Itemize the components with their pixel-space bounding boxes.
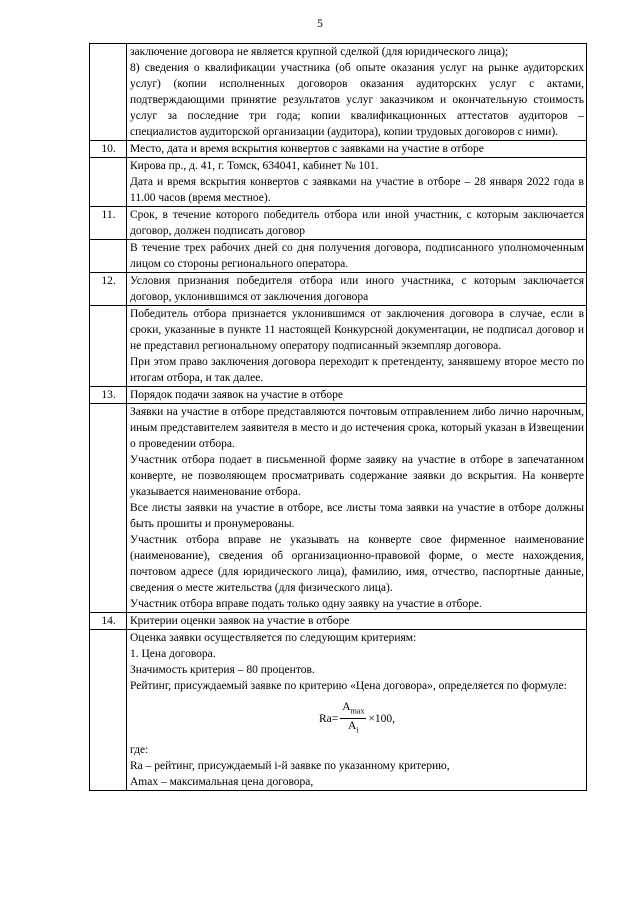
row-number-cell [90, 240, 127, 273]
paragraph: При этом право заключения договора переходит к претенденту, занявшему второе место по итогам отбора, и так далее. [130, 356, 584, 384]
paragraph: Участник отбора вправе подать только одну заявку на участие в отборе. [130, 598, 482, 610]
paragraph: Победитель отбора признается уклонившимся от заключения договора в случае, если в сроки, указанные в пункте 11 настоящей Конкурсной документации, не подписал договор и не представил региональному оператору подписанный экземпляр договора. [130, 308, 584, 352]
paragraph: Участник отбора подает в письменной форме заявку на участие в отборе в запечатанном конверте, не позволяющем просматривать содержание заявки до вскрытия. На конверте указывается наименование отбора. [130, 454, 584, 498]
table-row-heading [90, 141, 587, 158]
formula-fraction [340, 700, 366, 738]
paragraph: 1. Цена договора. [130, 648, 216, 660]
row-number-cell [90, 158, 127, 207]
table-row-body [90, 630, 587, 791]
paragraph: заключение договора не является крупной сделкой (для юридического лица); [130, 46, 509, 58]
row-body [127, 630, 587, 791]
table-row-heading [90, 387, 587, 404]
row-body [127, 306, 587, 387]
table-row-continuation [90, 44, 587, 141]
tender-criteria-table [89, 43, 587, 791]
row-number: 12. [90, 273, 127, 306]
paragraph: Все листы заявки на участие в отборе, все листы тома заявки на участие в отборе должны быть прошиты и пронумерованы. [130, 502, 584, 530]
formula-lhs: Ra= [319, 712, 339, 725]
paragraph: Amax – максимальная цена договора, [130, 775, 314, 788]
row-body [127, 404, 587, 613]
row-heading: Срок, в течение которого победитель отбора или иной участник, с которым заключается договор, должен подписать договор [127, 207, 587, 240]
row-number: 10. [90, 141, 127, 158]
row-heading: Критерии оценки заявок на участие в отборе [127, 613, 587, 630]
paragraph: В течение трех рабочих дней со дня получения договора, подписанного уполномоченным лицом со стороны регионального оператора. [130, 242, 584, 270]
paragraph: Ra – рейтинг, присуждаемый i-й заявке по указанному критерию, [130, 759, 450, 772]
row-number: 11. [90, 207, 127, 240]
paragraph: Значимость критерия – 80 процентов. [130, 664, 315, 676]
paragraph: где: [130, 743, 149, 756]
row-number-cell [90, 404, 127, 613]
table-row-body [90, 306, 587, 387]
table-row-body [90, 404, 587, 613]
table-row-heading [90, 207, 587, 240]
continuation-cell [127, 44, 587, 141]
page-number: 5 [317, 18, 323, 30]
row-body [127, 158, 587, 207]
paragraph: 8) сведения о квалификации участника (об опыте оказания услуг на рынке аудиторских услуг) (копии исполненных договоров оказания аудиторских услуг с актами, подтверждающими принятие результатов услуг заказчиком и окончательную стоимость услуг за последние три года; копии квалификационных аттестатов аудиторов – специалистов аудиторской организации (аудитора), копии трудовых договоров с ними). [130, 62, 584, 138]
table-row-body [90, 158, 587, 207]
table-row-body [90, 240, 587, 273]
paragraph: Дата и время вскрытия конвертов с заявками на участие в отборе – 28 января 2022 года в 11.00 часов (время местное). [130, 176, 584, 204]
rating-formula [130, 700, 584, 738]
paragraph: Оценка заявки осуществляется по следующим критериям: [130, 632, 417, 644]
row-number-cell [90, 630, 127, 791]
row-number-cell [90, 44, 127, 141]
paragraph: Кирова пр., д. 41, г. Томск, 634041, кабинет № 101. [130, 160, 379, 172]
row-number-cell [90, 306, 127, 387]
row-heading: Условия признания победителя отбора или иного участника, с которым заключается договор, уклонившимся от заключения договора [127, 273, 587, 306]
row-body [127, 240, 587, 273]
formula-denominator: $A_i$ [348, 720, 359, 735]
row-number: 14. [90, 613, 127, 630]
row-heading: Место, дата и время вскрытия конвертов с заявками на участие в отборе [127, 141, 587, 158]
row-heading: Порядок подачи заявок на участие в отборе [127, 387, 587, 404]
table-row-heading [90, 273, 587, 306]
formula-rhs: ×100, [368, 712, 395, 725]
paragraph: Участник отбора вправе не указывать на конверте свое фирменное наименование (наименование), сведения об организационно-правовой форме, о месте нахождения, почтовом адресе (для юридического лица), фамилию, имя, отчество, паспортные данные, сведения о месте жительства (для физического лица). [130, 534, 584, 594]
paragraph: Рейтинг, присуждаемый заявке по критерию «Цена договора», определяется по формуле: [130, 680, 567, 692]
row-number: 13. [90, 387, 127, 404]
paragraph: Заявки на участие в отборе представляются почтовым отправлением либо лично нарочным, иным представителем заявителя в место и до истечения срока, который указан в Извещении о проведении отбора. [130, 406, 584, 450]
formula-numerator: $A_{max}$ [340, 700, 366, 719]
table-row-heading [90, 613, 587, 630]
